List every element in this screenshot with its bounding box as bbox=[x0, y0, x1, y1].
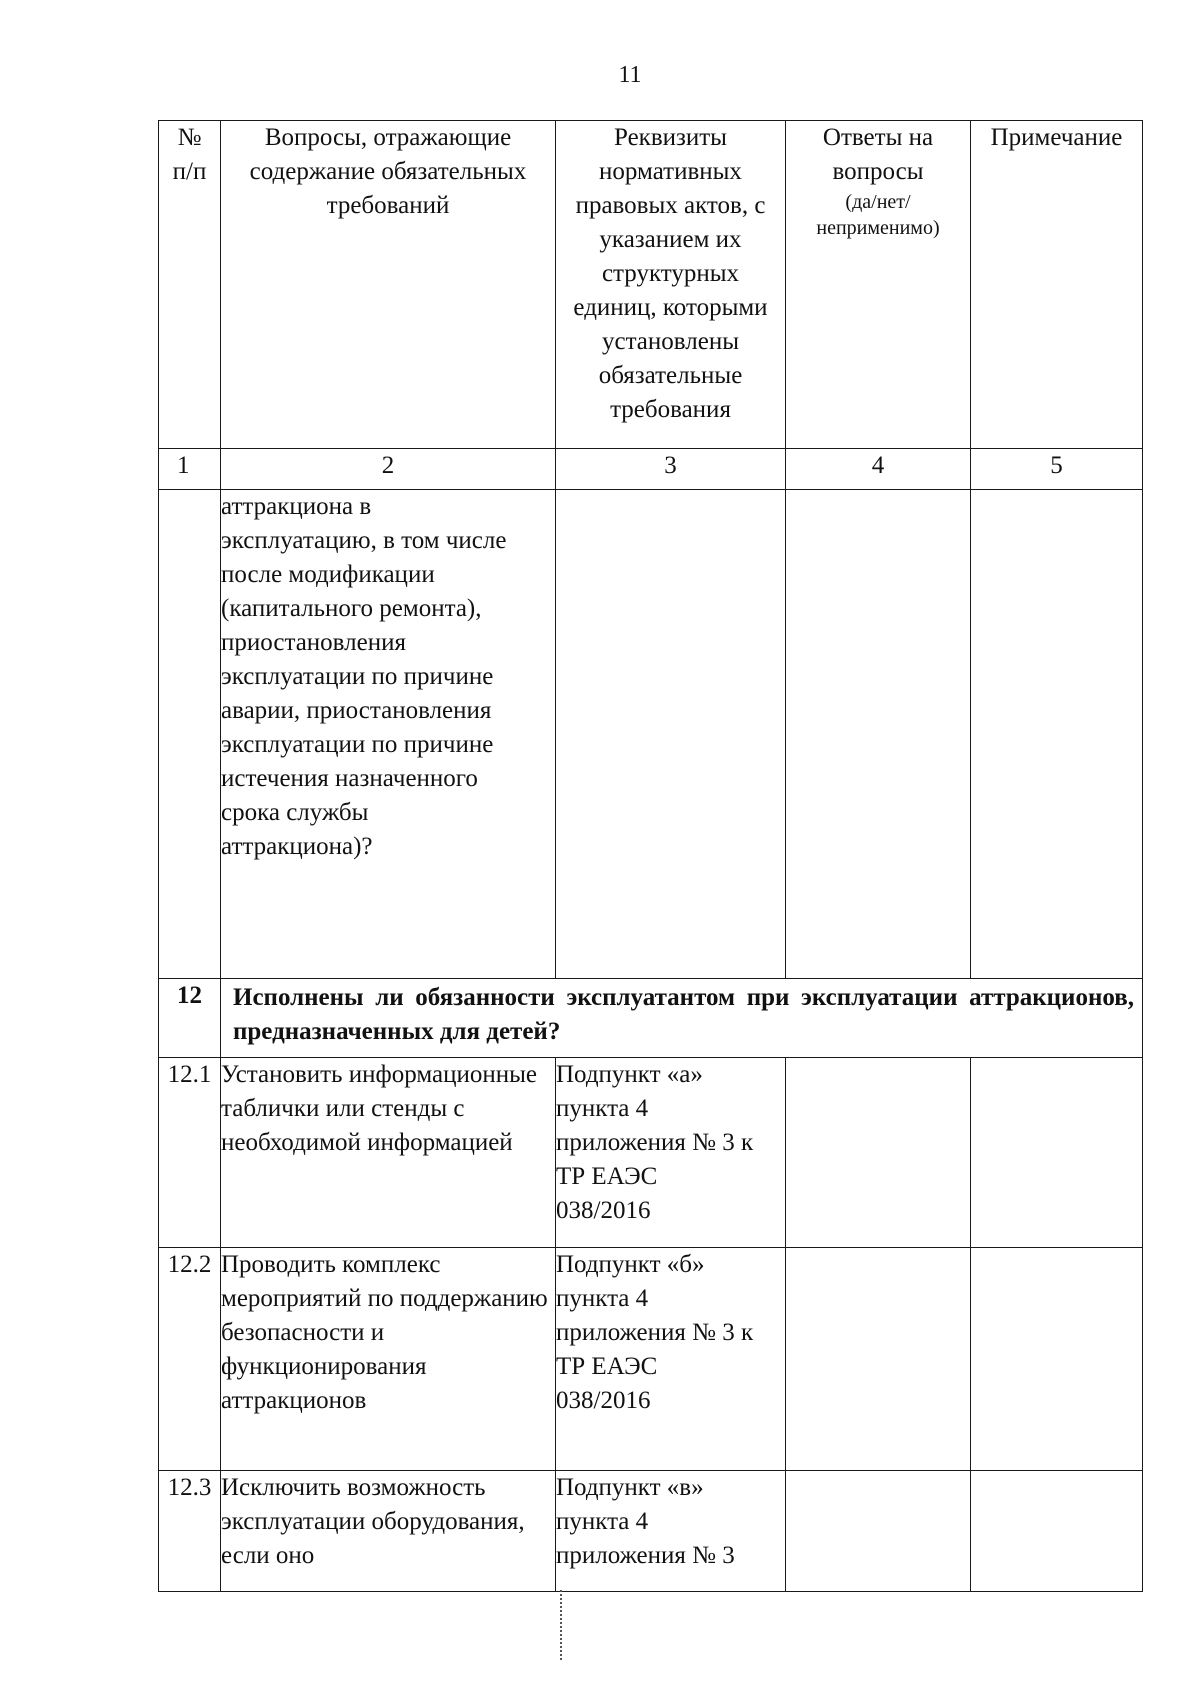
continuation-requisites bbox=[556, 490, 786, 979]
row-requisites bbox=[556, 1471, 786, 1592]
row-requisites bbox=[556, 1248, 786, 1471]
table-row bbox=[159, 1248, 1143, 1471]
section-title: Исполнены ли обязанности эксплуатантом при эксплуатации аттракционов, предназначенных для детей? bbox=[221, 979, 1143, 1058]
continuation-number-cell bbox=[159, 490, 221, 979]
continuation-answer bbox=[786, 490, 971, 979]
header-row bbox=[159, 121, 1143, 449]
row-question: Установить информационные таблички или стенды с необходимой информацией bbox=[221, 1058, 556, 1248]
page-number: 11 bbox=[618, 62, 642, 88]
row-note bbox=[971, 1248, 1143, 1471]
row-number: 12.3 bbox=[159, 1471, 221, 1592]
row-answer bbox=[786, 1471, 971, 1592]
row-number: 12.2 bbox=[159, 1248, 221, 1471]
header-answers bbox=[786, 121, 971, 449]
continuation-question bbox=[221, 490, 556, 979]
column-number-4: 4 bbox=[786, 449, 971, 490]
column-number-2: 2 bbox=[221, 449, 556, 490]
table-row bbox=[159, 1471, 1143, 1592]
header-answers-note: (да/нет/ неприменимо) bbox=[816, 191, 940, 239]
checklist-table-container bbox=[158, 120, 1142, 1592]
header-questions bbox=[221, 121, 556, 449]
column-number-5: 5 bbox=[971, 449, 1143, 490]
column-number-row bbox=[159, 449, 1143, 490]
row-note bbox=[971, 1471, 1143, 1592]
continuation-note bbox=[971, 490, 1143, 979]
row-requisites bbox=[556, 1058, 786, 1248]
checklist-table bbox=[158, 120, 1143, 1592]
header-answers-text: Ответы на вопросы bbox=[822, 124, 934, 185]
row-number: 12.1 bbox=[159, 1058, 221, 1248]
continuation-row bbox=[159, 490, 1143, 979]
section-number: 12 bbox=[159, 979, 221, 1058]
header-requisites-text: Реквизиты нормативных правовых актов, с указанием их структурных единиц, которыми установлены обязательные требования bbox=[573, 124, 768, 423]
continuation-question-text: аттракциона в эксплуатацию, в том числе после модификации (капитального ремонта), приостановления эксплуатации по причине аварии, приостановления эксплуатации по причине истечения назначенного срока службы аттракциона)? bbox=[221, 493, 507, 860]
row-question: Исключить возможность эксплуатации оборудования, если оно bbox=[221, 1471, 556, 1592]
header-requisites bbox=[556, 121, 786, 449]
header-notes: Примечание bbox=[971, 121, 1143, 449]
section-row bbox=[159, 979, 1143, 1058]
header-questions-text: Вопросы, отражающие содержание обязательных требований bbox=[249, 124, 527, 219]
row-requisites-text: Подпункт «а» пункта 4 приложения № 3 к ТР ЕАЭС 038/2016 bbox=[556, 1061, 754, 1224]
row-requisites-text: Подпункт «б» пункта 4 приложения № 3 к ТР ЕАЭС 038/2016 bbox=[556, 1251, 754, 1414]
column-number-1: 1 bbox=[159, 449, 221, 490]
scan-mark bbox=[560, 1590, 563, 1660]
row-answer bbox=[786, 1248, 971, 1471]
row-requisites-text: Подпункт «в» пункта 4 приложения № 3 bbox=[556, 1474, 735, 1569]
row-note bbox=[971, 1058, 1143, 1248]
row-answer bbox=[786, 1058, 971, 1248]
row-question: Проводить комплекс мероприятий по поддержанию безопасности и функционирования аттракционов bbox=[221, 1248, 556, 1471]
header-number: № п/п bbox=[159, 121, 221, 449]
column-number-3: 3 bbox=[556, 449, 786, 490]
table-row bbox=[159, 1058, 1143, 1248]
